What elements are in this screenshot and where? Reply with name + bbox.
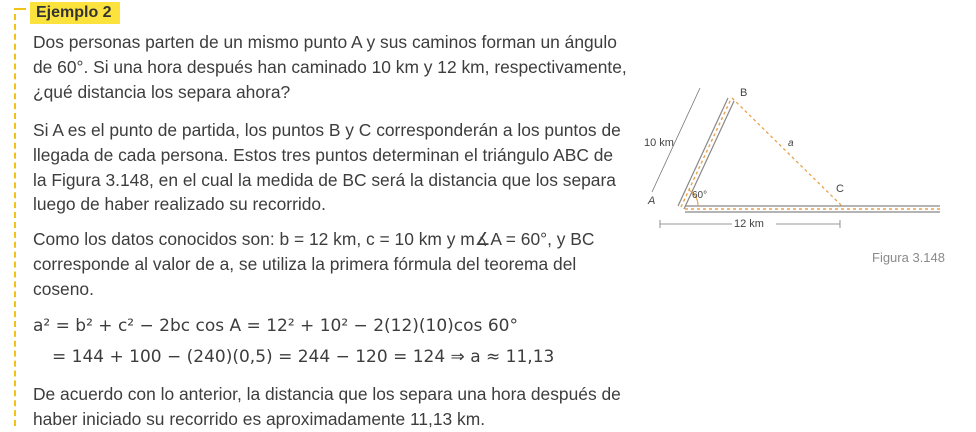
side-bc bbox=[732, 98, 842, 206]
known-data-paragraph: Como los datos conocidos son: b = 12 km, c = 10 km y m∡A = 60°, y BC corresponde al valor de a, se utiliza la primera fórmula del teorema del coseno. bbox=[33, 229, 595, 299]
label-angle: 60° bbox=[692, 190, 708, 201]
label-b: B bbox=[740, 87, 748, 99]
title-tab bbox=[14, 8, 26, 10]
cosine-law-formula: a² = b² + c² − 2bc cos A = 12² + 10² − 2(12)(10)cos 60° bbox=[33, 316, 518, 336]
label-a-vertex: A bbox=[648, 195, 656, 207]
margin-rule bbox=[14, 14, 16, 426]
label-10km: 10 km bbox=[644, 137, 674, 149]
calculation-line: = 144 + 100 − (240)(0,5) = 244 − 120 = 124 ⇒ a ≈ 11,13 bbox=[52, 347, 555, 367]
figure-caption: Figura 3.148 bbox=[872, 250, 945, 265]
label-side-a: a bbox=[788, 138, 794, 149]
problem-statement: Dos personas parten de un mismo punto A y sus caminos forman un ángulo de 60°. Si una hora después han caminado 10 km y 12 km, respectivamente, ¿qué distancia los separa ahora? bbox=[33, 32, 627, 102]
explanation-paragraph: Si A es el punto de partida, los puntos B y C corresponderán a los puntos de llegada de cada persona. Estos tres puntos determinan el triángulo ABC de la Figura 3.148, en el cual la medida de BC será la distancia que los separa luego de haber realizado su recorrido. bbox=[33, 120, 621, 215]
conclusion-paragraph: De acuerdo con lo anterior, la distancia que los separa una hora después de haber iniciado su recorrido es aproximadamente 11,13 km. bbox=[33, 384, 621, 429]
label-c: C bbox=[836, 183, 844, 195]
triangle-figure bbox=[640, 84, 950, 239]
example-title: Ejemplo 2 bbox=[30, 2, 120, 24]
label-12km: 12 km bbox=[734, 218, 764, 230]
